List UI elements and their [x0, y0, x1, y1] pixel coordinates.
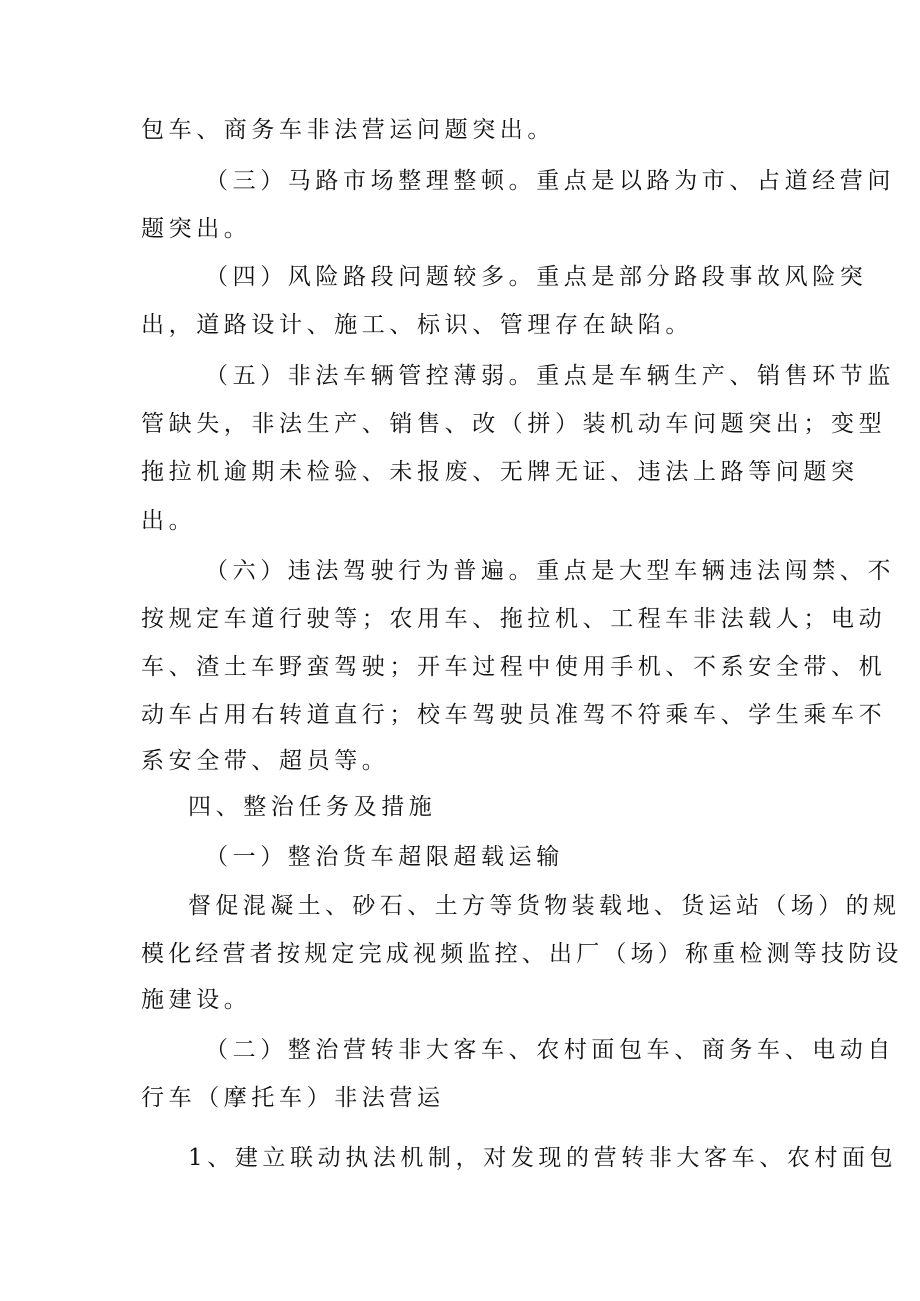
- text-line: 管缺失，非法生产、销售、改（拼）装机动车问题突出；变型: [141, 411, 887, 437]
- paragraph-start: 督促混凝土、砂石、土方等货物装载地、货运站（场）的规: [188, 893, 901, 919]
- chapter-heading: 四、整治任务及措施: [188, 794, 437, 820]
- section-heading: （五）非法车辆管控薄弱。重点是车辆生产、销售环节监: [205, 363, 895, 389]
- text-line: 题突出。: [141, 216, 252, 242]
- paragraph-start: 1、建立联动执法机制，对发现的营转非大客车、农村面包: [188, 1145, 898, 1171]
- text-line: 动车占用右转道直行；校车驾驶员准驾不符乘车、学生乘车不: [141, 702, 887, 728]
- text-line: 行车（摩托车）非法营运: [141, 1085, 445, 1111]
- section-heading: （四）风险路段问题较多。重点是部分路段事故风险突: [205, 264, 868, 290]
- section-heading: （一）整治货车超限超载运输: [205, 844, 564, 870]
- text-line: 包车、商务车非法营运问题突出。: [141, 117, 555, 143]
- text-line: 施建设。: [141, 987, 252, 1013]
- text-line: 模化经营者按规定完成视频监控、出厂（场）称重检测等技防设: [141, 941, 903, 967]
- section-heading: （六）违法驾驶行为普遍。重点是大型车辆违法闯禁、不: [205, 558, 895, 584]
- text-line: 拖拉机逾期未检验、未报废、无牌无证、违法上路等问题突: [141, 459, 859, 485]
- text-line: 出，道路设计、施工、标识、管理存在缺陷。: [141, 312, 693, 338]
- section-heading: （三）马路市场整理整顿。重点是以路为市、占道经营问: [205, 168, 895, 194]
- text-line: 系安全带、超员等。: [141, 748, 390, 774]
- section-heading: （二）整治营转非大客车、农村面包车、商务车、电动自: [205, 1037, 895, 1063]
- text-line: 出。: [141, 508, 197, 534]
- text-line: 车、渣土车野蛮驾驶；开车过程中使用手机、不系安全带、机: [141, 654, 887, 680]
- text-line: 按规定车道行驶等；农用车、拖拉机、工程车非法载人；电动: [141, 606, 887, 632]
